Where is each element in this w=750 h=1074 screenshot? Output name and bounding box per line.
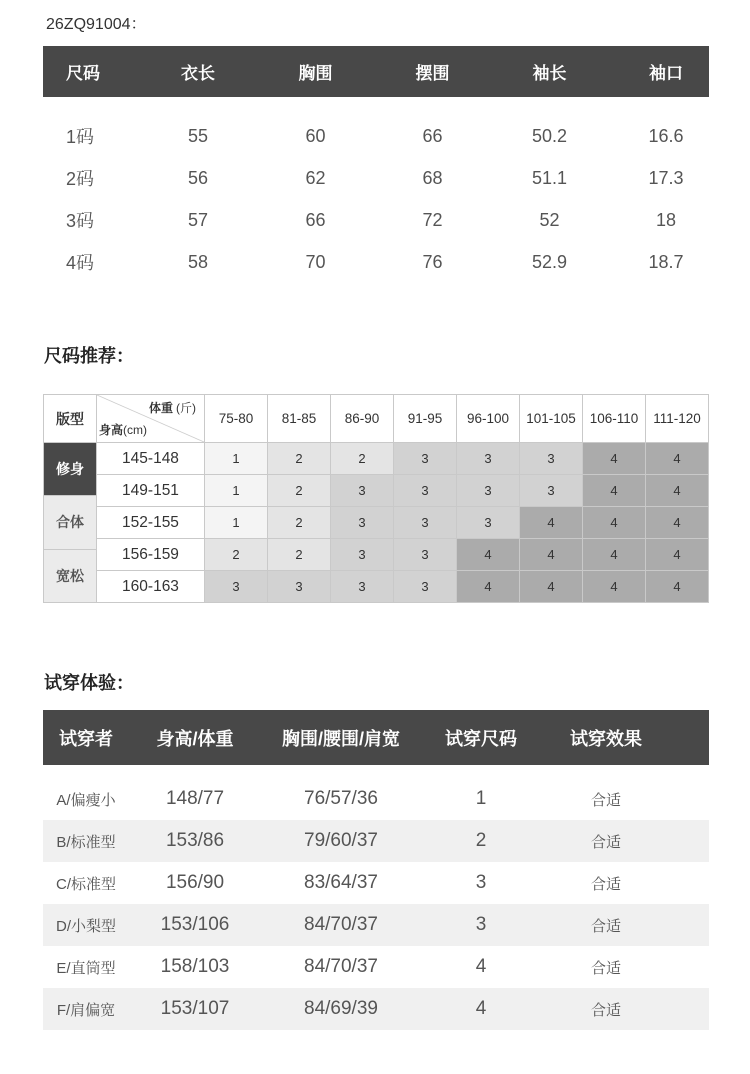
recommended-size-cell: 3 bbox=[520, 475, 583, 507]
tester-fit-result: 合适 bbox=[590, 833, 621, 851]
recommended-size-cell: 3 bbox=[331, 475, 394, 507]
recommended-size-cell: 2 bbox=[268, 443, 331, 475]
recommended-size-cell: 3 bbox=[394, 507, 457, 539]
tester-size: 4 bbox=[475, 956, 487, 977]
recommended-size-cell: 4 bbox=[520, 539, 583, 571]
size-value: 50.2 bbox=[531, 125, 568, 146]
height-range-label: 149-151 bbox=[97, 475, 205, 507]
weight-range-header: 106-110 bbox=[583, 395, 646, 443]
size-header-cell: 胸围 bbox=[298, 64, 333, 83]
tester-measurements: 84/70/37 bbox=[304, 956, 378, 977]
weight-range-header: 86-90 bbox=[331, 395, 394, 443]
product-code: 26ZQ91004： bbox=[46, 16, 147, 33]
recommended-size-cell: 4 bbox=[583, 507, 646, 539]
size-table-body bbox=[43, 97, 709, 283]
size-value: 66 bbox=[305, 209, 326, 230]
recommended-size-cell: 3 bbox=[457, 507, 520, 539]
tester-size: 4 bbox=[475, 998, 487, 1019]
tester-name: B/标准型 bbox=[56, 833, 116, 851]
recommended-size-cell: 4 bbox=[583, 539, 646, 571]
weight-range-header: 81-85 bbox=[268, 395, 331, 443]
tester-size: 1 bbox=[475, 788, 487, 809]
size-value: 52 bbox=[539, 209, 560, 230]
tester-measurements: 84/70/37 bbox=[304, 914, 378, 935]
recommended-size-cell: 4 bbox=[646, 539, 709, 571]
tester-measurements: 83/64/37 bbox=[304, 872, 378, 893]
recommended-size-cell: 4 bbox=[646, 475, 709, 507]
tryon-header-cell: 身高/体重 bbox=[156, 728, 234, 749]
tester-height-weight: 156/90 bbox=[165, 872, 225, 893]
recommended-size-cell: 4 bbox=[646, 443, 709, 475]
tester-height-weight: 158/103 bbox=[160, 956, 230, 977]
size-value: 57 bbox=[187, 209, 209, 230]
height-range-label: 160-163 bbox=[97, 571, 205, 603]
tester-fit-result: 合适 bbox=[590, 1001, 621, 1019]
tester-fit-result: 合适 bbox=[590, 959, 621, 977]
size-value: 66 bbox=[422, 125, 443, 146]
recommended-size-cell: 3 bbox=[331, 571, 394, 603]
corner-header-cell bbox=[97, 395, 205, 443]
size-header-cell: 衣长 bbox=[181, 64, 215, 83]
tester-size: 2 bbox=[475, 830, 487, 851]
recommended-size-cell: 2 bbox=[268, 475, 331, 507]
recommended-size-cell: 1 bbox=[205, 475, 268, 507]
recommended-size-cell: 1 bbox=[205, 507, 268, 539]
tester-height-weight: 153/107 bbox=[160, 998, 230, 1019]
size-header-cell: 尺码 bbox=[66, 64, 100, 83]
recommended-size-cell: 3 bbox=[331, 507, 394, 539]
recommend-title: 尺码推荐： bbox=[44, 346, 134, 366]
tester-fit-result: 合适 bbox=[590, 791, 621, 809]
recommended-size-cell: 3 bbox=[457, 443, 520, 475]
tester-height-weight: 153/86 bbox=[165, 830, 225, 851]
tester-height-weight: 148/77 bbox=[165, 788, 225, 809]
size-value: 62 bbox=[305, 167, 326, 188]
size-header-cell: 袖长 bbox=[532, 64, 567, 83]
size-label: 2码 bbox=[66, 169, 95, 189]
weight-unit: (斤) bbox=[176, 401, 196, 415]
recommended-size-cell: 3 bbox=[394, 539, 457, 571]
height-range-label: 152-155 bbox=[97, 507, 205, 539]
size-row bbox=[43, 115, 709, 157]
size-value: 55 bbox=[187, 125, 209, 146]
fit-type-cell: 修身 bbox=[44, 443, 97, 496]
tryon-row bbox=[43, 820, 709, 862]
fit-type-header: 版型 bbox=[44, 395, 97, 443]
recommended-size-cell: 4 bbox=[457, 539, 520, 571]
recommended-size-cell: 4 bbox=[583, 443, 646, 475]
recommended-size-cell: 3 bbox=[331, 539, 394, 571]
recommended-size-cell: 3 bbox=[268, 571, 331, 603]
recommended-size-cell: 4 bbox=[646, 507, 709, 539]
tester-measurements: 79/60/37 bbox=[304, 830, 378, 851]
size-value: 70 bbox=[305, 251, 326, 272]
size-value: 72 bbox=[422, 209, 443, 230]
tester-measurements: 84/69/39 bbox=[304, 998, 378, 1019]
tryon-row bbox=[43, 904, 709, 946]
tryon-row bbox=[43, 988, 709, 1030]
recommended-size-cell: 4 bbox=[520, 571, 583, 603]
tryon-row bbox=[43, 946, 709, 988]
recommended-size-cell: 3 bbox=[394, 475, 457, 507]
weight-label: 体重 bbox=[148, 401, 173, 415]
tester-size: 3 bbox=[475, 914, 487, 935]
weight-range-header: 96-100 bbox=[457, 395, 520, 443]
recommended-size-cell: 2 bbox=[331, 443, 394, 475]
recommended-size-cell: 2 bbox=[205, 539, 268, 571]
size-value: 52.9 bbox=[531, 251, 568, 272]
size-label: 3码 bbox=[66, 211, 95, 231]
tester-fit-result: 合适 bbox=[590, 917, 621, 935]
tryon-body bbox=[43, 765, 709, 1030]
recommended-size-cell: 4 bbox=[457, 571, 520, 603]
tester-size: 3 bbox=[475, 872, 487, 893]
tester-fit-result: 合适 bbox=[590, 875, 621, 893]
recommended-size-cell: 2 bbox=[268, 507, 331, 539]
size-table-header bbox=[43, 46, 709, 97]
fit-type-cell: 合体 bbox=[44, 496, 97, 549]
size-value: 17.3 bbox=[648, 167, 684, 188]
size-value: 51.1 bbox=[531, 167, 568, 188]
tester-name: D/小梨型 bbox=[55, 917, 116, 935]
size-value: 58 bbox=[187, 251, 209, 272]
tryon-header-cell: 试穿效果 bbox=[570, 728, 642, 749]
tryon-title: 试穿体验： bbox=[44, 673, 134, 693]
recommended-size-cell: 3 bbox=[457, 475, 520, 507]
tester-name: F/肩偏宽 bbox=[56, 1001, 116, 1019]
size-value: 68 bbox=[422, 167, 443, 188]
tester-name: E/直筒型 bbox=[56, 959, 116, 977]
height-label: 身高 bbox=[99, 423, 124, 437]
weight-range-header: 91-95 bbox=[394, 395, 457, 443]
height-unit: (cm) bbox=[123, 423, 148, 437]
recommend-table bbox=[43, 394, 709, 603]
size-value: 60 bbox=[305, 125, 326, 146]
height-axis-label bbox=[99, 422, 147, 438]
recommended-size-cell: 1 bbox=[205, 443, 268, 475]
fit-type-cell: 宽松 bbox=[44, 550, 97, 603]
weight-range-header: 75-80 bbox=[205, 395, 268, 443]
recommended-size-cell: 4 bbox=[583, 475, 646, 507]
size-value: 56 bbox=[187, 167, 209, 188]
size-row bbox=[43, 241, 709, 283]
size-header-cell: 袖口 bbox=[649, 64, 683, 83]
recommended-size-cell: 4 bbox=[520, 507, 583, 539]
size-table bbox=[43, 46, 709, 283]
height-range-label: 145-148 bbox=[97, 443, 205, 475]
tester-name: A/偏瘦小 bbox=[56, 791, 116, 809]
size-row bbox=[43, 199, 709, 241]
weight-axis-label bbox=[149, 400, 196, 416]
tryon-row bbox=[43, 862, 709, 904]
recommended-size-cell: 3 bbox=[394, 443, 457, 475]
size-label: 4码 bbox=[66, 253, 95, 273]
tester-measurements: 76/57/36 bbox=[304, 788, 378, 809]
tryon-header-cell: 试穿者 bbox=[59, 728, 113, 749]
size-label: 1码 bbox=[66, 127, 95, 147]
tryon-header-cell: 胸围/腰围/肩宽 bbox=[281, 728, 400, 749]
size-header-cell: 摆围 bbox=[415, 64, 450, 83]
recommended-size-cell: 4 bbox=[646, 571, 709, 603]
size-value: 18 bbox=[655, 209, 677, 230]
tester-name: C/标准型 bbox=[55, 875, 116, 893]
height-range-label: 156-159 bbox=[97, 539, 205, 571]
tryon-header-cell: 试穿尺码 bbox=[445, 728, 517, 749]
recommended-size-cell: 3 bbox=[520, 443, 583, 475]
tryon-header bbox=[43, 710, 709, 765]
tryon-table bbox=[43, 710, 709, 1030]
recommended-size-cell: 3 bbox=[394, 571, 457, 603]
size-value: 76 bbox=[422, 251, 443, 272]
fit-type-column bbox=[44, 443, 97, 603]
tester-height-weight: 153/106 bbox=[160, 914, 230, 935]
size-value: 16.6 bbox=[648, 125, 684, 146]
tryon-row bbox=[43, 778, 709, 820]
recommended-size-cell: 2 bbox=[268, 539, 331, 571]
recommended-size-cell: 4 bbox=[583, 571, 646, 603]
size-value: 18.7 bbox=[648, 251, 684, 272]
recommended-size-cell: 3 bbox=[205, 571, 268, 603]
size-row bbox=[43, 157, 709, 199]
weight-range-header: 101-105 bbox=[520, 395, 583, 443]
weight-range-header: 111-120 bbox=[646, 395, 709, 443]
